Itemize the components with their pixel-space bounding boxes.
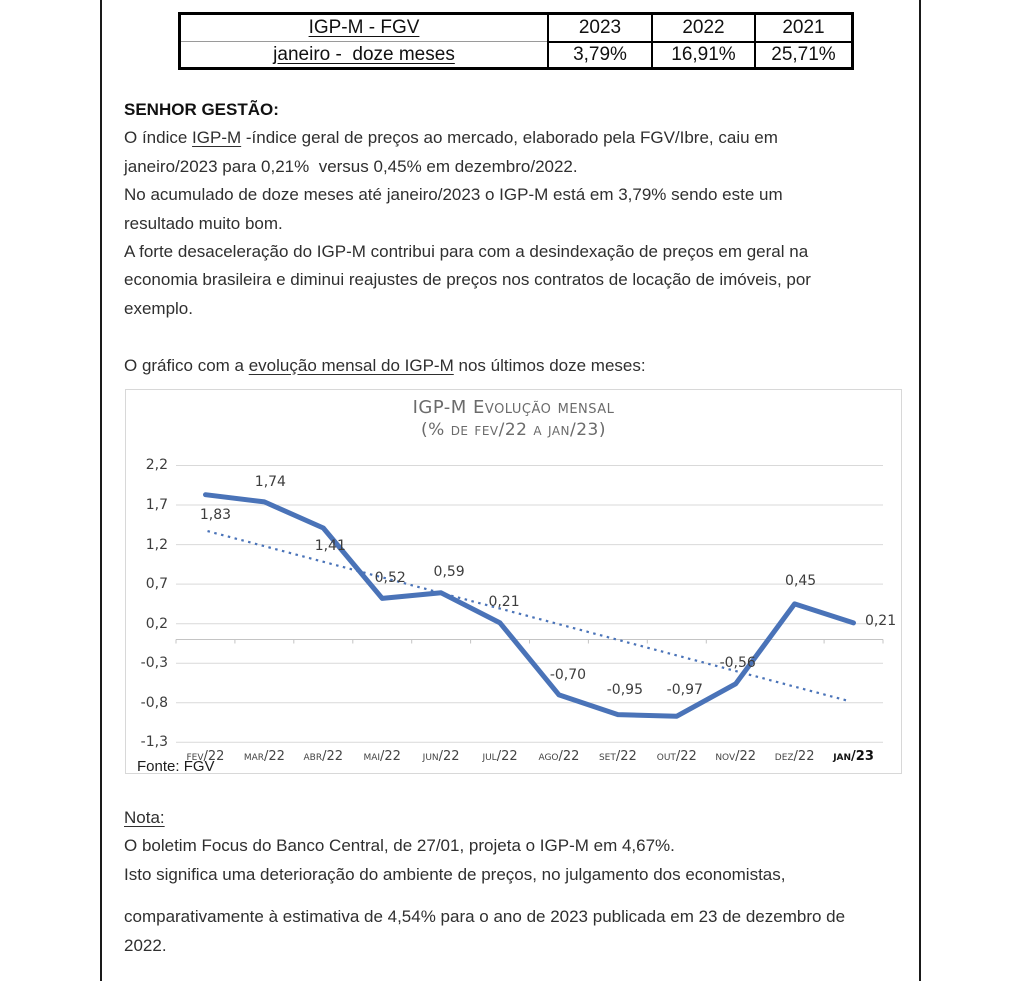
x-tick-label: set/22 xyxy=(598,749,637,764)
document-page xyxy=(100,0,921,981)
data-label: -0,70 xyxy=(549,666,587,683)
text-segment: O índice xyxy=(124,128,193,148)
x-tick-label: jan/23 xyxy=(833,749,874,764)
nota-line: 2022. xyxy=(124,935,167,955)
x-tick-label: nov/22 xyxy=(715,749,757,764)
nota-gap xyxy=(124,889,914,903)
y-tick-label: 1,7 xyxy=(145,497,168,514)
x-tick-label: jul/22 xyxy=(482,749,518,764)
data-label: -0,95 xyxy=(606,681,643,698)
trendline xyxy=(208,531,847,700)
y-tick-label: -1,3 xyxy=(140,734,168,751)
data-label: 1,74 xyxy=(254,473,286,490)
y-tick-label: -0,8 xyxy=(140,694,168,711)
table-row-label: janeiro - doze meses xyxy=(273,43,455,65)
x-tick-label: ago/22 xyxy=(538,749,580,764)
table-year-2022: 2022 xyxy=(651,15,754,41)
data-label: 0,52 xyxy=(374,570,406,587)
paragraph-line: No acumulado de doze meses até janeiro/2023 o IGP-M está em 3,79% sendo este um xyxy=(124,185,783,205)
data-label: 1,83 xyxy=(199,506,232,523)
paragraph-line: exemplo. xyxy=(124,298,193,318)
nota-heading-line xyxy=(124,804,914,832)
data-label: 0,21 xyxy=(864,612,897,629)
nota-line: Isto significa uma deterioração do ambiente de preços, no julgamento dos economistas, xyxy=(124,864,786,884)
table-title-cell xyxy=(181,15,547,41)
paragraph-line: resultado muito bom. xyxy=(124,213,283,233)
data-label: -0,56 xyxy=(719,654,756,671)
series-line xyxy=(206,495,854,717)
chart-title: IGP-M Evolução mensal xyxy=(412,397,615,418)
table-year-2023: 2023 xyxy=(547,15,651,41)
igpm-summary-table xyxy=(178,12,854,70)
data-label: 0,21 xyxy=(488,593,520,610)
x-tick-label: mai/22 xyxy=(363,749,401,764)
y-tick-label: 1,2 xyxy=(145,536,168,553)
x-tick-label: abr/22 xyxy=(303,749,344,764)
chart-source: Fonte: FGV xyxy=(137,758,215,775)
text-segment: nos últimos doze meses: xyxy=(453,355,646,375)
x-tick-label: jun/22 xyxy=(422,749,460,764)
x-tick-label: mar/22 xyxy=(243,749,285,764)
data-label: -0,97 xyxy=(666,682,703,699)
paragraph-line: A forte desaceleração do IGP-M contribui para com a desindexação de preços em geral na xyxy=(124,242,809,262)
nota-section xyxy=(124,804,914,960)
text-segment: -índice geral de preços ao mercado, elaborado pela FGV/Ibre, caiu em xyxy=(241,128,778,148)
nota-line: O boletim Focus do Banco Central, de 27/01, projeta o IGP-M em 4,67%. xyxy=(124,836,675,856)
paragraph-line: economia brasileira e diminui reajustes de preços nos contratos de locação de imóveis, por xyxy=(124,270,811,290)
paragraph-line xyxy=(124,124,914,152)
chart-subtitle: (% de fev/22 a jan/23) xyxy=(421,420,606,440)
table-row-label-cell xyxy=(181,41,547,67)
table-value-2021: 25,71% xyxy=(754,41,851,67)
data-label: 0,59 xyxy=(433,563,465,580)
text-segment: O gráfico com a xyxy=(124,355,249,375)
nota-line: comparativamente à estimativa de 4,54% para o ano de 2023 publicada em 23 de dezembro de xyxy=(124,907,846,927)
table-year-2021: 2021 xyxy=(754,15,851,41)
x-tick-label: fev/22 xyxy=(186,749,225,764)
data-label: 1,41 xyxy=(314,537,346,554)
y-tick-label: 2,2 xyxy=(145,457,168,474)
table-title: IGP-M - FGV xyxy=(308,17,420,38)
underlined-term: evolução mensal do IGP-M xyxy=(248,355,454,375)
underlined-term: IGP-M xyxy=(192,128,242,148)
y-tick-label: 0,7 xyxy=(145,576,168,593)
data-label: 0,45 xyxy=(785,572,817,589)
chart-intro-line xyxy=(124,352,914,380)
x-tick-label: dez/22 xyxy=(774,749,815,764)
section-heading: SENHOR GESTÃO: xyxy=(124,100,279,119)
table-value-2023: 3,79% xyxy=(547,41,651,67)
y-tick-label: -0,3 xyxy=(140,655,168,672)
body-text xyxy=(124,96,914,380)
nota-heading: Nota: xyxy=(124,808,165,827)
table-value-2022: 16,91% xyxy=(651,41,754,67)
y-tick-label: 0,2 xyxy=(145,615,168,632)
igpm-chart xyxy=(125,389,902,774)
blank-line xyxy=(124,323,914,351)
paragraph-line: janeiro/2023 para 0,21% versus 0,45% em dezembro/2022. xyxy=(124,156,578,176)
x-tick-label: out/22 xyxy=(656,749,697,764)
